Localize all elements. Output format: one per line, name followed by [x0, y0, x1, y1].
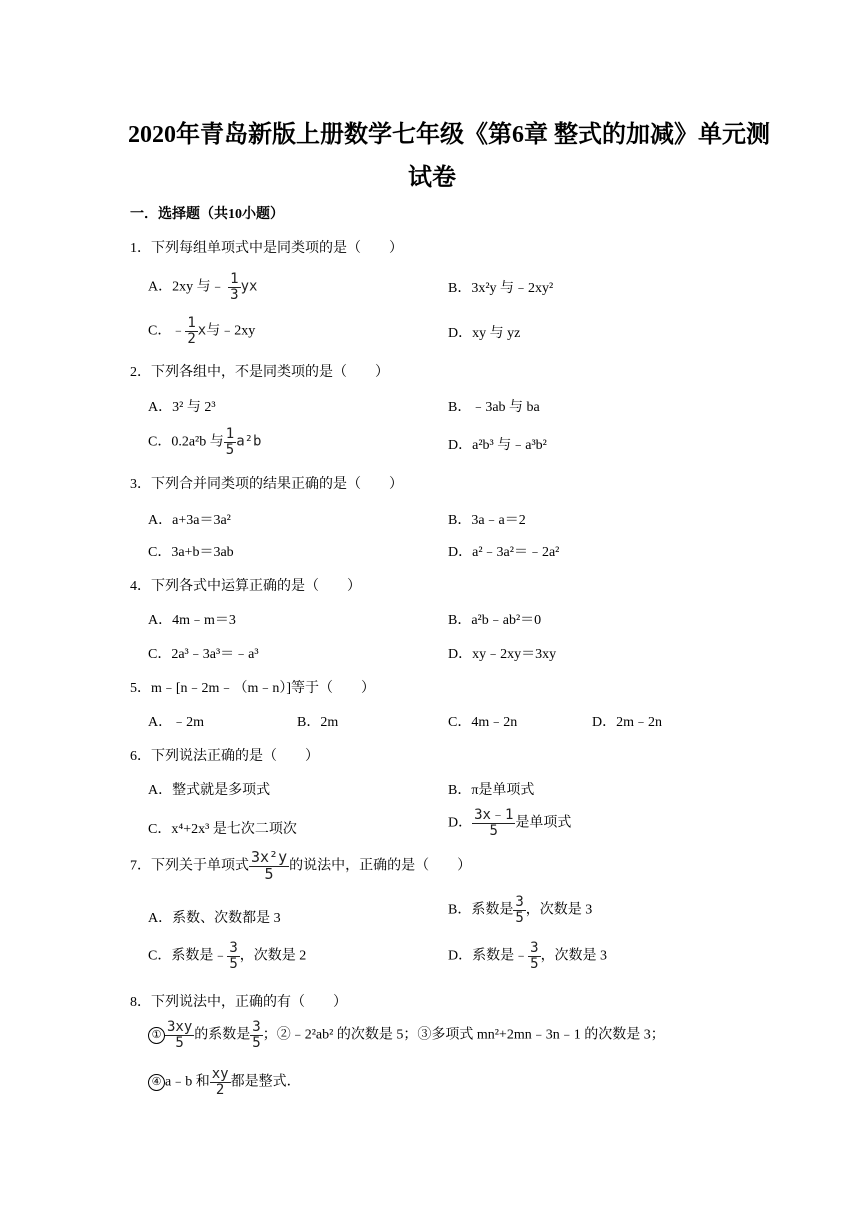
question-7-option-a[interactable]: A．系数、次数都是 3 — [148, 911, 281, 926]
question-7-stem: 7．下列关于单项式 $\frac{\text{3x²y}}{5}$ 的说法中，正确的是（ ） — [130, 848, 472, 883]
question-2-option-a[interactable]: A．3² 与 2³ — [148, 400, 216, 415]
question-6-option-a[interactable]: A．整式就是多项式 — [148, 783, 271, 798]
question-4-option-a[interactable]: A．4m﹣m＝3 — [148, 613, 236, 628]
question-3-option-d[interactable]: D．a²﹣3a²＝﹣2a² — [448, 545, 560, 560]
question-5-option-d[interactable]: D．2m﹣2n — [592, 715, 663, 730]
question-8-statement-line2: ④ a﹣b 和 $\frac{xy}{2}$ 都是整式． — [148, 1067, 301, 1097]
question-6-option-b[interactable]: B．π是单项式 — [448, 783, 535, 798]
question-4-option-b[interactable]: B．a²b﹣ab²＝0 — [448, 613, 542, 628]
fraction: $\frac{1}{5}$ — [225, 426, 235, 458]
question-6-option-c[interactable]: C．x⁴+2x³ 是七次二项次 — [148, 822, 297, 837]
question-6-option-d[interactable]: D． $\frac{3x﹣1}{5}$ 是单项式 — [448, 807, 572, 839]
question-3-option-b[interactable]: B．3a﹣a＝2 — [448, 513, 526, 528]
question-6-stem: 6．下列说法正确的是（ ） — [130, 749, 319, 764]
question-8-statement-line1: ① $\frac{3xy}{5}$ 的系数是 $\frac{3}{5}$ ；②﹣2²ab² 的次数是 5；③多项式 mn²+2mn﹣3n﹣1 的次数是 3； — [148, 1020, 665, 1050]
question-3-stem: 3．下列合并同类项的结果正确的是（ ） — [130, 477, 403, 492]
fraction: $\frac{3}{5}$ — [530, 940, 539, 972]
document-title-line2: 试卷 — [408, 165, 456, 191]
question-1-option-d[interactable]: D．xy 与 yz — [448, 326, 521, 341]
question-5-option-b[interactable]: B．2m — [297, 715, 339, 730]
fraction: $\frac{3}{5}$ — [515, 894, 524, 926]
question-7-option-c[interactable]: C．系数是﹣ $\frac{3}{5}$ ，次数是 2 — [148, 940, 307, 972]
fraction: $\frac{3}{5}$ — [252, 1019, 261, 1051]
fraction: $\frac{3}{5}$ — [229, 940, 238, 972]
question-2-option-c[interactable]: C．0.2a²b 与 $\frac{1}{5}$ a²b — [148, 426, 262, 458]
fraction: $\frac{1}{2}$ — [187, 315, 196, 347]
fraction: $\frac{\text{3x²y}}{5}$ — [251, 848, 288, 883]
question-1-stem: 1．下列每组单项式中是同类项的是（ ） — [130, 241, 403, 256]
question-4-option-d[interactable]: D．xy﹣2xy＝3xy — [448, 647, 557, 662]
fraction: $\frac{3x﹣1}{5}$ — [474, 807, 514, 839]
question-8-stem: 8．下列说法中，正确的有（ ） — [130, 995, 347, 1010]
question-2-option-d[interactable]: D．a²b³ 与﹣a³b² — [448, 438, 547, 453]
fraction: $\frac{xy}{2}$ — [211, 1066, 229, 1098]
document-title-line1: 2020年青岛新版上册数学七年级《第6章 整式的加减》单元测 — [128, 122, 770, 148]
question-2-stem: 2．下列各组中，不是同类项的是（ ） — [130, 365, 389, 380]
section-heading: 一．选择题（共10小题） — [130, 207, 284, 222]
question-7-option-b[interactable]: B．系数是 $\frac{3}{5}$ ，次数是 3 — [448, 894, 593, 926]
question-4-option-c[interactable]: C．2a³﹣3a³＝﹣a³ — [148, 647, 259, 662]
question-5-option-c[interactable]: C．4m﹣2n — [448, 715, 518, 730]
question-3-option-c[interactable]: C．3a+b＝3ab — [148, 545, 234, 560]
question-5-stem: 5．m﹣[n﹣2m﹣（m﹣n）]等于（ ） — [130, 681, 375, 696]
question-5-option-a[interactable]: A．﹣2m — [148, 715, 205, 730]
question-7-option-d[interactable]: D．系数是﹣ $\frac{3}{5}$ ，次数是 3 — [448, 940, 608, 972]
question-1-option-b[interactable]: B．3x²y 与﹣2xy² — [448, 281, 554, 296]
question-2-option-b[interactable]: B．﹣3ab 与 ba — [448, 400, 540, 415]
question-1-option-a[interactable]: A．2xy 与﹣ $\frac{1}{3}$ yx — [148, 271, 258, 303]
question-3-option-a[interactable]: A．a+3a＝3a² — [148, 513, 231, 528]
question-1-option-c[interactable]: C．﹣ $\frac{1}{2}$ x与﹣2xy — [148, 315, 256, 347]
question-4-stem: 4．下列各式中运算正确的是（ ） — [130, 579, 361, 594]
fraction: $\frac{1}{3}$ — [230, 271, 239, 303]
fraction: $\frac{3xy}{5}$ — [167, 1019, 193, 1051]
